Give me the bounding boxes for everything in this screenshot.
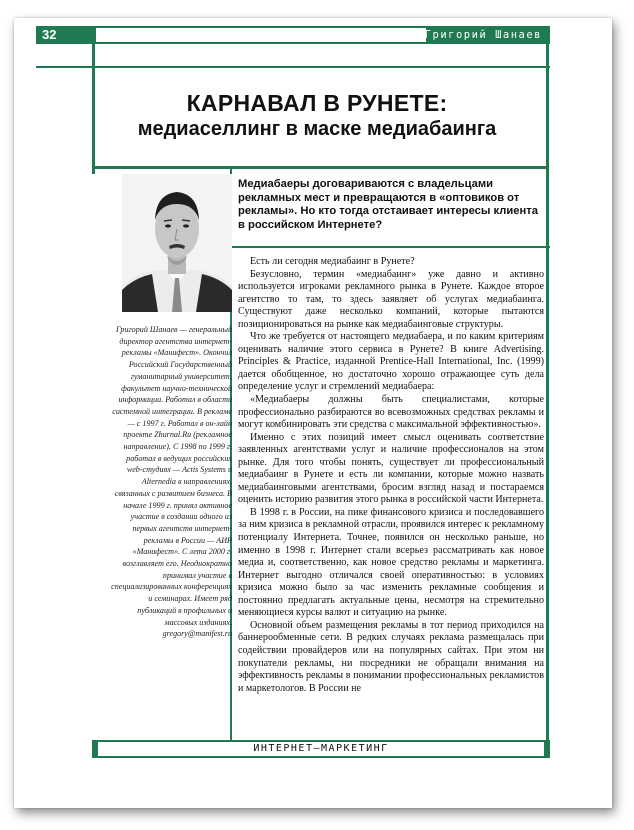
- body-paragraph: В 1998 г. в России, на пике финансового кризиса и последовавшего за ним кризиса в рекламной отрасли, проявился интерес к рекламному потенциалу Интернета. Точнее, появился он несколько раньше, но именно в 1998 г. Интернет стали всерьез рассматривать как новое медиа и, соответственно, как новое средство рекламы и маркетинга. Интернет выгодно отличался своей оперативностью: в условиях кризиса можно было за час изменить рекламные сообщения и постоянно предлагать актуальные цены, несмотря на стремительно меняющиеся курсы валют и ситуацию на рынке.: [238, 506, 544, 619]
- article-subtitle: медиаселлинг в маске медиабаинга: [137, 118, 497, 140]
- author-bio: Григорий Шанаев — генеральный директор агентства интернет-рекламы «Манифест». Окончил Российский Государственный гуманитарный университет, факультет научно-технической информации. Работал в области системной интеграции. В рекламе — с 1997 г. Работал в он-лайн проекте Zhurnal.Ru (рекламное направление). С 1998 по 1999 г. работал в ведущих российских web-студиях — Actis Systems и Alternedia в направлениях, связанных с развитием бизнеса. В начале 1999 г. принял активное участие в создании одного из первых агентств интернет-рекламы в России — АИР «Манифест». С лета 2000 г. возглавляет его. Неоднократно принимал участие в специализированных конференциях и семинарах. Имеет ряд публикаций в профильных и массовых изданиях. gregory@manifest.ru: [111, 325, 232, 639]
- magazine-page: [14, 18, 612, 808]
- title-bottom-rule: [92, 166, 549, 169]
- lead-bottom-rule: [230, 246, 550, 248]
- page-number: 32: [42, 27, 57, 42]
- author-photo: [122, 174, 232, 312]
- header-bar: [36, 26, 550, 44]
- body-paragraph: «Медиабаеры должны быть специалистами, которые профессионально разбираются во всевозможных средствах рекламы и могут комбинировать эти средства с максимальной эффективностью».: [238, 394, 544, 431]
- body-paragraph: Именно с этих позиций имеет смысл оценивать соответствие заявленных агентствами услуг и наличие профессионалов на этом рынке. Для того чтобы понять, существует ли профессиональный медиабаинг в Рунете и есть ли компании, которые можно назвать медиабаинговыми агентствами, бросим взгляд назад и постараемся оценить историю развития этого рынка в российской части Интернета.: [238, 431, 544, 506]
- article-body: [238, 256, 544, 695]
- header-author: Григорий Шанаев: [424, 29, 542, 41]
- title-top-rule: [36, 66, 550, 68]
- header-white-strip: [96, 28, 426, 42]
- article-lead: Медиабаеры договариваются с владельцами рекламных мест и превращаются в «оптовиков от рекламы». Но кто тогда отстаивает интересы клиента в российском Интернете?: [238, 178, 538, 231]
- body-paragraph: Есть ли сегодня медиабаинг в Рунете?: [250, 256, 415, 267]
- footer-bar: [92, 740, 550, 758]
- article-title: КАРНАВАЛ В РУНЕТЕ:: [186, 90, 448, 116]
- body-paragraph: Что же требуется от настоящего медиабаера, и по каким критериям оценивать наличие этого сервиса в Рунете? В книге Advertising. Principles & Practice, изданной Prentice-Hall International, Inc. (1999) дается обобщенное, но достаточно хорошо отражающее суть дела определение услуг и стремлений медиабаера:: [238, 331, 544, 393]
- right-border-line: [546, 44, 549, 742]
- body-paragraph: Основной объем размещения рекламы в тот период приходился на баннерообменные сети. В редких случаях реклама размещалась при содействии провайдеров или на популярных сайтах. При этом ни покупатели рекламы, ни посредники не обращали внимания на эффективность рекламы в понимании профессиональных рекламистов и маркетологов. В России не: [238, 619, 544, 694]
- footer-section-label: ИНТЕРНЕТ–МАРКЕТИНГ: [98, 742, 544, 756]
- body-paragraph: Безусловно, термин «медиабаинг» уже давно и активно используется игроками рекламного рынка в Рунете. Каждое второе агентство то там, то здесь заявляет об услугах медиабаинга. Существуют даже несколько компаний, которые пытаются позиционироваться на рынке как медиабаинговые структуры.: [238, 268, 544, 330]
